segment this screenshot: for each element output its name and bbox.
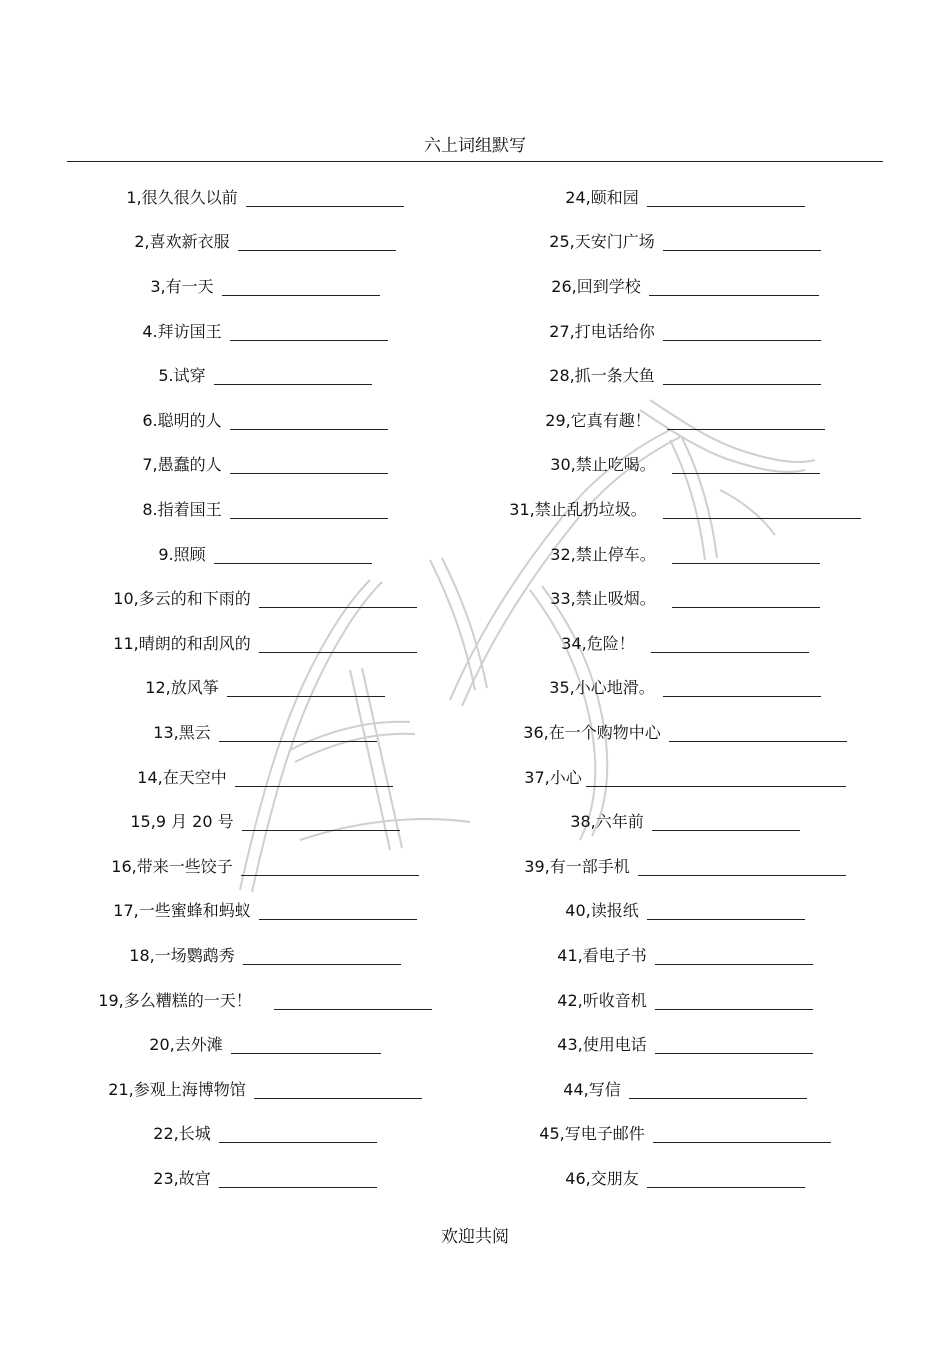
answer-blank[interactable] — [638, 859, 846, 876]
item-prompt: 19,多么糟糕的一天！ — [98, 990, 252, 1010]
item-prompt: 39,有一部手机 — [524, 856, 630, 876]
list-item — [55, 442, 475, 487]
item-prompt: 14,在天空中 — [137, 767, 227, 787]
answer-blank[interactable] — [259, 591, 417, 608]
item-prompt: 27,打电话给你 — [549, 321, 655, 341]
answer-blank[interactable] — [246, 190, 404, 207]
footer-text: 欢迎共阅 — [441, 1227, 509, 1247]
answer-blank[interactable] — [652, 814, 800, 831]
list-item — [475, 531, 895, 576]
list-item — [475, 174, 895, 219]
item-prompt: 41,看电子书 — [557, 945, 647, 965]
list-item — [55, 1021, 475, 1066]
answer-blank[interactable] — [672, 591, 820, 608]
item-prompt: 24,颐和园 — [565, 187, 639, 207]
item-prompt: 1,很久很久以前 — [126, 187, 238, 207]
list-item — [55, 1066, 475, 1111]
item-prompt: 8.指着国王 — [142, 499, 222, 519]
item-prompt: 33,禁止吸烟。 — [550, 589, 656, 609]
item-prompt: 10,多云的和下雨的 — [113, 589, 251, 609]
item-prompt: 5.试穿 — [158, 366, 206, 386]
list-item — [475, 888, 895, 933]
item-prompt: 42,听收音机 — [557, 990, 647, 1010]
item-prompt: 36,在一个购物中心 — [523, 722, 661, 742]
answer-blank[interactable] — [238, 234, 396, 251]
answer-blank[interactable] — [629, 1082, 807, 1099]
list-item — [55, 977, 475, 1022]
item-prompt: 17,一些蜜蜂和蚂蚁 — [113, 901, 251, 921]
item-prompt: 44,写信 — [563, 1079, 621, 1099]
answer-blank[interactable] — [219, 1126, 377, 1143]
answer-blank[interactable] — [647, 1171, 805, 1188]
item-prompt: 16,带来一些饺子 — [111, 856, 233, 876]
item-prompt: 35,小心地滑。 — [549, 678, 655, 698]
item-prompt: 31,禁止乱扔垃圾。 — [509, 499, 647, 519]
answer-blank[interactable] — [672, 547, 820, 564]
answer-blank[interactable] — [663, 502, 861, 519]
list-item — [55, 1155, 475, 1200]
answer-blank[interactable] — [586, 770, 846, 787]
list-item — [475, 709, 895, 754]
item-prompt: 4.拜访国王 — [142, 321, 222, 341]
item-prompt: 15,9 月 20 号 — [130, 812, 234, 832]
answer-blank[interactable] — [655, 1037, 813, 1054]
list-item — [55, 754, 475, 799]
list-item — [55, 219, 475, 264]
answer-blank[interactable] — [663, 324, 821, 341]
list-item — [475, 352, 895, 397]
answer-blank[interactable] — [219, 725, 377, 742]
answer-blank[interactable] — [254, 1082, 422, 1099]
list-item — [475, 486, 895, 531]
answer-blank[interactable] — [663, 368, 821, 385]
list-item — [475, 1021, 895, 1066]
list-item — [55, 575, 475, 620]
item-prompt: 45,写电子邮件 — [539, 1124, 645, 1144]
item-prompt: 38,六年前 — [570, 812, 644, 832]
answer-blank[interactable] — [241, 859, 419, 876]
item-prompt: 6.聪明的人 — [142, 410, 222, 430]
answer-blank[interactable] — [219, 1171, 377, 1188]
list-item — [475, 754, 895, 799]
list-item — [55, 709, 475, 754]
list-item — [475, 977, 895, 1022]
answer-blank[interactable] — [672, 457, 820, 474]
item-prompt: 46,交朋友 — [565, 1168, 639, 1188]
answer-blank[interactable] — [669, 725, 847, 742]
answer-blank[interactable] — [274, 993, 432, 1010]
answer-blank[interactable] — [663, 234, 821, 251]
list-item — [475, 1155, 895, 1200]
list-item — [55, 308, 475, 353]
list-item — [475, 1066, 895, 1111]
answer-blank[interactable] — [667, 413, 825, 430]
item-prompt: 29,它真有趣！ — [545, 410, 651, 430]
answer-blank[interactable] — [663, 680, 821, 697]
list-item — [55, 843, 475, 888]
right-column — [475, 174, 895, 1188]
item-prompt: 2,喜欢新衣服 — [134, 232, 230, 252]
list-item — [55, 888, 475, 933]
answer-blank[interactable] — [214, 368, 372, 385]
answer-blank[interactable] — [222, 279, 380, 296]
item-prompt: 40,读报纸 — [565, 901, 639, 921]
list-item — [55, 174, 475, 219]
answer-blank[interactable] — [649, 279, 819, 296]
item-prompt: 13,黑云 — [153, 722, 211, 742]
answer-blank[interactable] — [655, 993, 813, 1010]
item-prompt: 21,参观上海博物馆 — [108, 1079, 246, 1099]
item-prompt: 18,一场鹦鹉秀 — [129, 945, 235, 965]
answer-blank[interactable] — [647, 903, 805, 920]
item-prompt: 30,禁止吃喝。 — [550, 455, 656, 475]
list-item — [55, 620, 475, 665]
list-item — [55, 397, 475, 442]
list-item — [475, 397, 895, 442]
answer-blank[interactable] — [227, 680, 385, 697]
item-prompt: 37,小心 — [524, 767, 582, 787]
answer-blank[interactable] — [259, 903, 417, 920]
list-item — [475, 575, 895, 620]
list-item — [55, 352, 475, 397]
left-column — [55, 174, 475, 1188]
answer-blank[interactable] — [647, 190, 805, 207]
list-item — [475, 263, 895, 308]
item-prompt: 26,回到学校 — [551, 276, 641, 296]
title-divider — [67, 161, 883, 162]
list-item — [475, 932, 895, 977]
list-item — [475, 442, 895, 487]
item-prompt: 28,抓一条大鱼 — [549, 366, 655, 386]
list-item — [475, 308, 895, 353]
item-prompt: 7,愚蠢的人 — [142, 455, 222, 475]
answer-blank[interactable] — [651, 636, 809, 653]
item-prompt: 3,有一天 — [150, 276, 214, 296]
item-prompt: 32,禁止停车。 — [550, 544, 656, 564]
list-item — [55, 665, 475, 710]
answer-blank[interactable] — [243, 948, 401, 965]
list-item — [475, 843, 895, 888]
list-item — [475, 1111, 895, 1156]
item-prompt: 25,天安门广场 — [549, 232, 655, 252]
answer-blank[interactable] — [230, 413, 388, 430]
list-item — [55, 531, 475, 576]
item-prompt: 22,长城 — [153, 1124, 211, 1144]
item-prompt: 12,放风筝 — [145, 678, 219, 698]
answer-blank[interactable] — [230, 324, 388, 341]
list-item — [55, 798, 475, 843]
list-item — [475, 219, 895, 264]
answer-blank[interactable] — [230, 502, 388, 519]
answer-blank[interactable] — [242, 814, 400, 831]
answer-blank[interactable] — [230, 457, 388, 474]
item-prompt: 9.照顾 — [158, 544, 206, 564]
answer-blank[interactable] — [259, 636, 417, 653]
answer-blank[interactable] — [214, 547, 372, 564]
answer-blank[interactable] — [653, 1126, 831, 1143]
document-title: 六上词组默写 — [424, 136, 526, 156]
answer-blank[interactable] — [231, 1037, 381, 1054]
item-prompt: 23,故宫 — [153, 1168, 211, 1188]
list-item — [55, 1111, 475, 1156]
item-prompt: 11,晴朗的和刮风的 — [113, 633, 251, 653]
list-item — [55, 263, 475, 308]
item-prompt: 43,使用电话 — [557, 1035, 647, 1055]
answer-blank[interactable] — [235, 770, 393, 787]
list-item — [475, 620, 895, 665]
item-prompt: 20,去外滩 — [149, 1035, 223, 1055]
list-item — [475, 665, 895, 710]
list-item — [55, 932, 475, 977]
item-prompt: 34,危险！ — [561, 633, 635, 653]
list-item — [475, 798, 895, 843]
list-item — [55, 486, 475, 531]
answer-blank[interactable] — [655, 948, 813, 965]
